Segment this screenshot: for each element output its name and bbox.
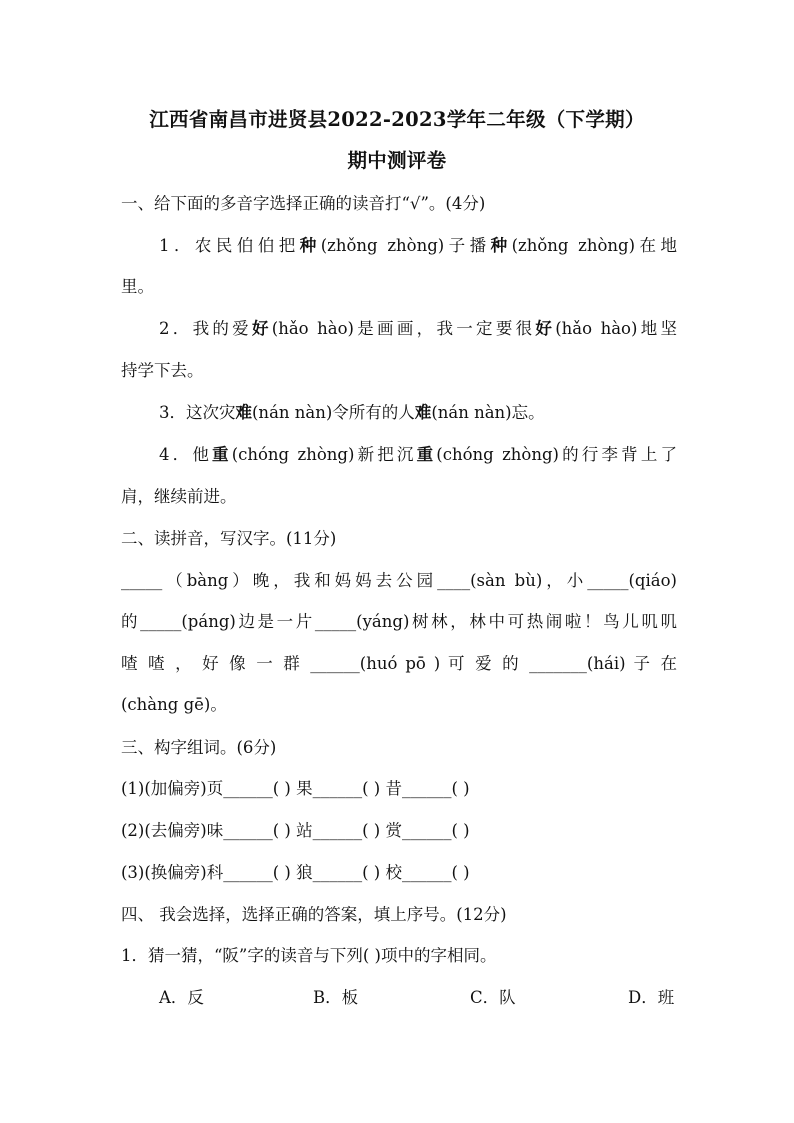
option-d: D．班: [628, 988, 675, 1007]
question-1-4-cont: 肩，继续前进。: [121, 487, 237, 506]
bold-char: 难: [235, 403, 252, 422]
bold-char: 重: [212, 445, 232, 464]
bold-char: 好: [251, 319, 272, 338]
question-1-2-cont: 持学下去。: [121, 361, 204, 380]
pinyin-line-1: _____（bàng）晚，我和妈妈去公园____(sàn bù)，小_____(qiáo): [121, 571, 677, 590]
bold-char: 种: [490, 236, 512, 255]
text: (hǎo hào)地坚: [555, 319, 677, 338]
word-row-1: (1)(加偏旁)页______( ) 果______( ) 昔______( ): [121, 779, 470, 798]
question-4-1: 1．猜一猜，“阪”字的读音与下列( )项中的字相同。: [121, 946, 497, 965]
text: 2．我的爱: [159, 319, 252, 338]
pinyin-line-2: 的_____(páng)边是一片_____(yáng)树林，林中可热闹啦！鸟儿叽叽: [121, 612, 677, 631]
text: (zhǒng zhòng)子播: [320, 236, 491, 255]
question-1-4: [159, 441, 677, 465]
question-1-1: [159, 232, 677, 256]
bold-char: 重: [416, 445, 437, 464]
text: (chóng zhòng)的行李背上了: [436, 445, 677, 464]
title-line-1: 江西省南昌市进贤县2022-2023学年二年级（下学期）: [149, 108, 645, 131]
pinyin-line-4: (chàng gē)。: [121, 695, 227, 714]
option-b: B．板: [313, 988, 359, 1007]
question-1-3: [159, 399, 677, 423]
text: (chóng zhòng)新把沉: [231, 445, 417, 464]
option-c: C．队: [470, 988, 516, 1007]
text: (hǎo hào)是画画，我一定要很: [271, 319, 536, 338]
section-1-heading: 一、给下面的多音字选择正确的读音打“√”。(4分): [121, 194, 486, 213]
bold-char: 种: [299, 236, 321, 255]
section-4-heading: 四、 我会选择，选择正确的答案，填上序号。(12分): [121, 905, 507, 924]
word-row-2: (2)(去偏旁)味______( ) 站______( ) 赏______( ): [121, 821, 470, 840]
text: 4．他: [159, 445, 213, 464]
pinyin-line-3: 喳 喳 ， 好 像 一 群 ______(huó pō ) 可 爱 的 _______(hái) 子 在: [121, 654, 677, 673]
bold-char: 难: [414, 403, 432, 422]
question-1-1-cont: 里。: [121, 277, 154, 296]
section-3-heading: 三、构字组词。(6分): [121, 738, 277, 757]
text: (nán nàn)忘。: [431, 403, 545, 422]
text: 3．这次灾: [159, 403, 236, 422]
text: (nán nàn)令所有的人: [252, 403, 415, 422]
word-row-3: (3)(换偏旁)科______( ) 狼______( ) 校______( ): [121, 863, 470, 882]
option-a: A．反: [159, 988, 204, 1007]
bold-char: 好: [535, 319, 556, 338]
text: 1．农民伯伯把: [159, 236, 300, 255]
text: (zhǒng zhòng)在地: [511, 236, 677, 255]
section-2-heading: 二、读拼音，写汉字。(11分): [121, 529, 337, 548]
title-line-2: 期中测评卷: [347, 149, 447, 172]
question-1-2: [159, 315, 677, 339]
